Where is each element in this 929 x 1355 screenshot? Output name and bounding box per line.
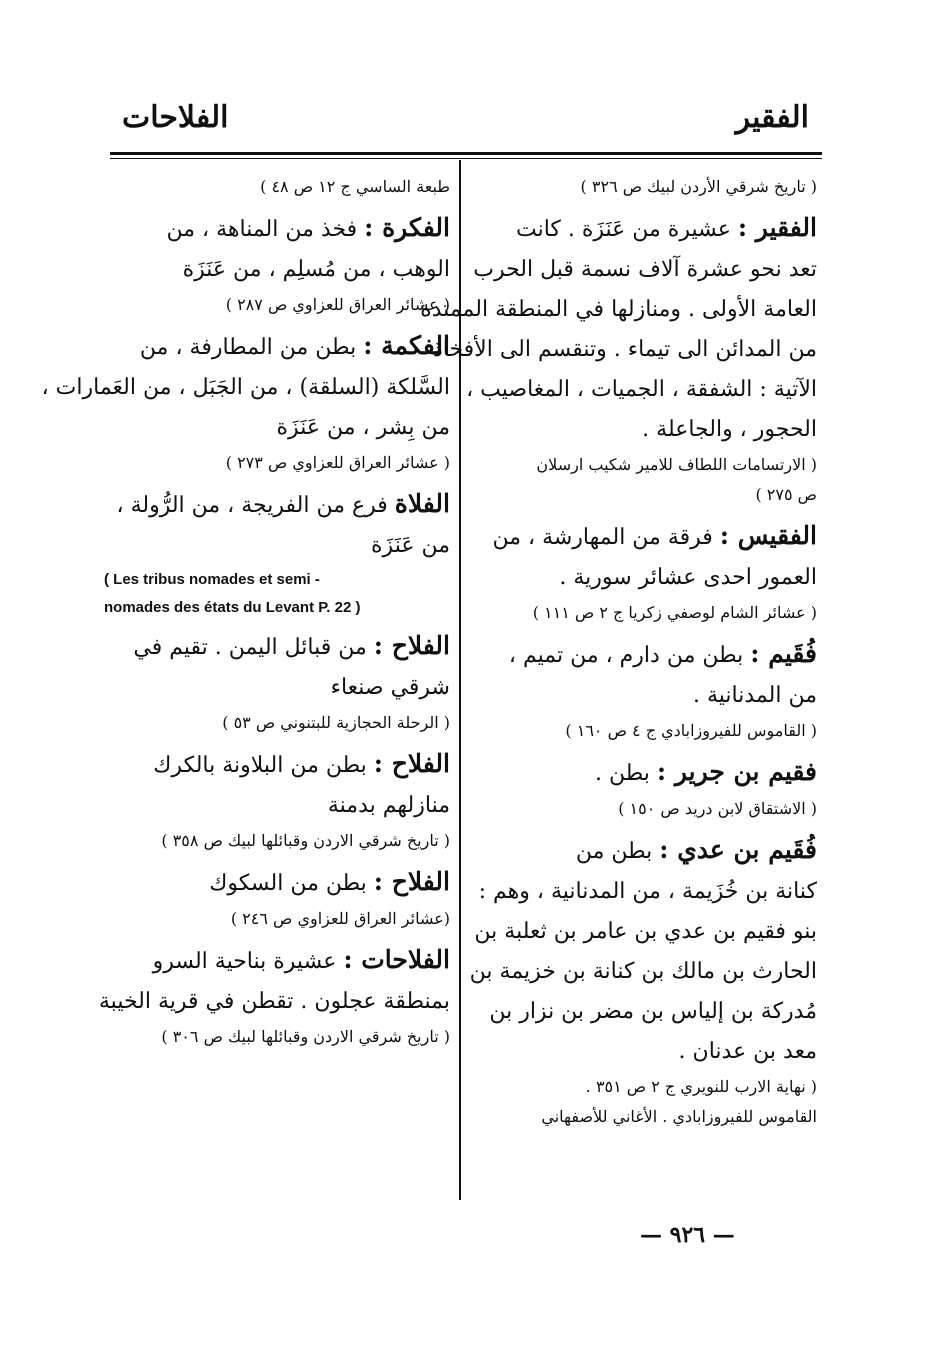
entry-text: مُدركة بن إلياس بن مضر بن نزار بن [489, 999, 817, 1024]
entry-line [465, 410, 817, 450]
entry-text: العمور احدى عشائر سورية . [559, 565, 817, 590]
entry-text: فرع من الفريجة ، من الرُّولة ، [116, 493, 395, 518]
entry-headword: الفلاح : [373, 631, 450, 660]
page-number: — ٩٢٦ — [640, 1222, 735, 1248]
entry-text: عشيرة بناحية السرو [152, 949, 344, 974]
entry-text: من بِشر ، من عَنَزَة [276, 415, 450, 440]
entry-text: بطن من [575, 839, 660, 864]
entry-citation: ( عشائر العراق للعزاوي ص ٢٧٣ ) [225, 453, 450, 472]
dictionary-entry [104, 626, 450, 738]
entry-line [465, 992, 817, 1032]
entry-citation: ( نهاية الارب للنويري ج ٢ ص ٣٥١ . [585, 1077, 817, 1096]
entry-text: السَّلكة (السلقة) ، من الجَبَل ، من العَمارات ، [41, 375, 450, 400]
entry-text: الحارث بن مالك بن كنانة بن خزيمة بن [469, 959, 817, 984]
entry-text: تعد نحو عشرة آلاف نسمة قبل الحرب [473, 257, 817, 282]
entry-citation: ( تاريخ شرقي الاردن وقبائلها لبيك ص ٣٥٨ ) [161, 831, 450, 850]
entry-text: معد بن عدنان . [678, 1039, 817, 1064]
entry-line [41, 368, 450, 408]
entry-line [104, 408, 450, 448]
entry-text: الوهب ، من مُسلِم ، من عَنَزَة [182, 257, 450, 282]
entry-line [465, 558, 817, 598]
entry-text: بطن من البلاونة بالكرك [153, 753, 374, 778]
entry-citation: القاموس للفيروزابادي . الأغاني للأصفهاني [541, 1107, 817, 1126]
entry-line [104, 668, 450, 708]
entry-line [465, 952, 817, 992]
dictionary-entry [465, 830, 817, 1132]
dictionary-entry [465, 634, 817, 746]
dictionary-entry [465, 516, 817, 628]
entry-text: عشيرة من عَنَزَة . كانت [515, 217, 738, 242]
entry-line [465, 912, 817, 952]
entry-text: من المدائن الى تيماء . وتنقسم الى الأفخاذ [432, 337, 817, 362]
entry-headword: فقيم بن جرير : [656, 757, 817, 786]
entry-text: بطن من السكوك [209, 871, 374, 896]
entry-text: بطن من المطارفة ، من [139, 335, 364, 360]
dictionary-entry [41, 326, 450, 478]
entry-line [104, 626, 450, 668]
entry-headword: الفلاح : [373, 749, 450, 778]
dictionary-entry [420, 208, 817, 510]
entry-text: بطن . [594, 761, 657, 786]
entry-text: من قبائل اليمن . تقيم في [133, 635, 374, 660]
entry-latin-citation: nomades des états du Levant P. 22 ) [104, 599, 361, 616]
entry-text: شرقي صنعاء [330, 675, 450, 700]
left-column [41, 172, 450, 1058]
entry-line [420, 290, 817, 330]
entry-citation: ( الرحلة الحجازية للبتنوني ص ٥٣ ) [222, 713, 450, 732]
entry-line [465, 830, 817, 872]
entry-citation: ( تاريخ شرقي الأردن لبيك ص ٣٢٦ ) [580, 177, 817, 196]
entry-citation: ( تاريخ شرقي الاردن وقبائلها لبيك ص ٣٠٦ ) [161, 1027, 450, 1046]
entry-citation: (عشائر العراق للعزاوي ص ٢٤٦ ) [230, 909, 450, 928]
entry-headword: الفلاحات : [343, 945, 450, 974]
entry-citation: ( عشائر الشام لوصفي زكريا ج ٢ ص ١١١ ) [532, 603, 817, 622]
entry-citation: ص ٢٧٥ ) [755, 485, 817, 504]
entry-text: فخذ من المناهة ، من [166, 217, 365, 242]
entry-line [432, 330, 817, 370]
entry-citation: ( الارتسامات اللطاف للامير شكيب ارسلان [536, 455, 817, 474]
entry-text: الحجور ، والجاعلة . [642, 417, 817, 442]
entry-headword: الفقير : [737, 213, 817, 242]
entry-text: من المدنانية . [693, 683, 817, 708]
entry-text: بطن من دارم ، من تميم ، [508, 643, 751, 668]
dictionary-entry [98, 940, 450, 1052]
dictionary-entry [104, 862, 450, 934]
entry-line [104, 862, 450, 904]
entry-headword: الفكمة : [363, 331, 450, 360]
entry-line [465, 370, 817, 410]
entry-headword: الفكرة : [364, 213, 450, 242]
entry-text: بمنطقة عجلون . تقطن في قرية الخيبة [98, 989, 450, 1014]
entry-line [104, 484, 450, 526]
entry-line [104, 208, 450, 250]
entry-line [465, 1032, 817, 1072]
entry-citation: طبعة الساسي ج ١٢ ص ٤٨ ) [260, 177, 450, 196]
entry-line [465, 634, 817, 676]
entry-headword: الفلاح : [373, 867, 450, 896]
entry-text: بنو فقيم بن عدي بن عامر بن ثعلبة بن [474, 919, 817, 944]
entry-text: فرقة من المهارشة ، من [492, 525, 720, 550]
dictionary-entry [104, 208, 450, 320]
dictionary-entry [465, 752, 817, 824]
header-rule-thick [110, 152, 822, 155]
entry-line [104, 744, 450, 786]
entry-text: العامة الأولى . ومنازلها في المنطقة الممتدة [420, 297, 817, 322]
entry-text: كنانة بن خُزَيمة ، من المدنانية ، وهم : [478, 879, 817, 904]
entry-citation: ( الاشتقاق لابن دريد ص ١٥٠ ) [618, 799, 817, 818]
entry-citation: ( القاموس للفيروزابادي ج ٤ ص ١٦٠ ) [565, 721, 817, 740]
entry-headword: الفلاة [394, 489, 450, 518]
entry-text: الآتية : الشفقة ، الجميات ، المغاصيب ، [466, 377, 817, 402]
entry-text: من عَنَزَة [371, 533, 450, 558]
entry-citation: ( عشائر العراق للعزاوي ص ٢٨٧ ) [225, 295, 450, 314]
dictionary-entry [465, 172, 817, 202]
entry-headword: الفقيس : [719, 521, 817, 550]
entry-line [104, 326, 450, 368]
entry-headword: فُقَيم بن عدي : [659, 835, 817, 864]
entry-line [465, 208, 817, 250]
entry-text: منازلهم بدمنة [327, 793, 450, 818]
entry-line [104, 786, 450, 826]
dictionary-entry [104, 484, 450, 620]
header-rule-thin [110, 158, 822, 159]
dictionary-entry [104, 172, 450, 202]
entry-line [104, 526, 450, 566]
entry-line [98, 982, 450, 1022]
dictionary-entry [104, 744, 450, 856]
entry-line [465, 676, 817, 716]
header-right-title: الفقير [735, 100, 809, 135]
entry-line [465, 752, 817, 794]
header-left-title: الفلاحات [122, 100, 229, 135]
entry-latin-citation: ( Les tribus nomades et semi - [104, 571, 320, 588]
entry-line [465, 250, 817, 290]
entry-line [465, 516, 817, 558]
entry-line [104, 250, 450, 290]
entry-line [104, 940, 450, 982]
entry-line [465, 872, 817, 912]
entry-headword: فُقَيم : [750, 639, 817, 668]
